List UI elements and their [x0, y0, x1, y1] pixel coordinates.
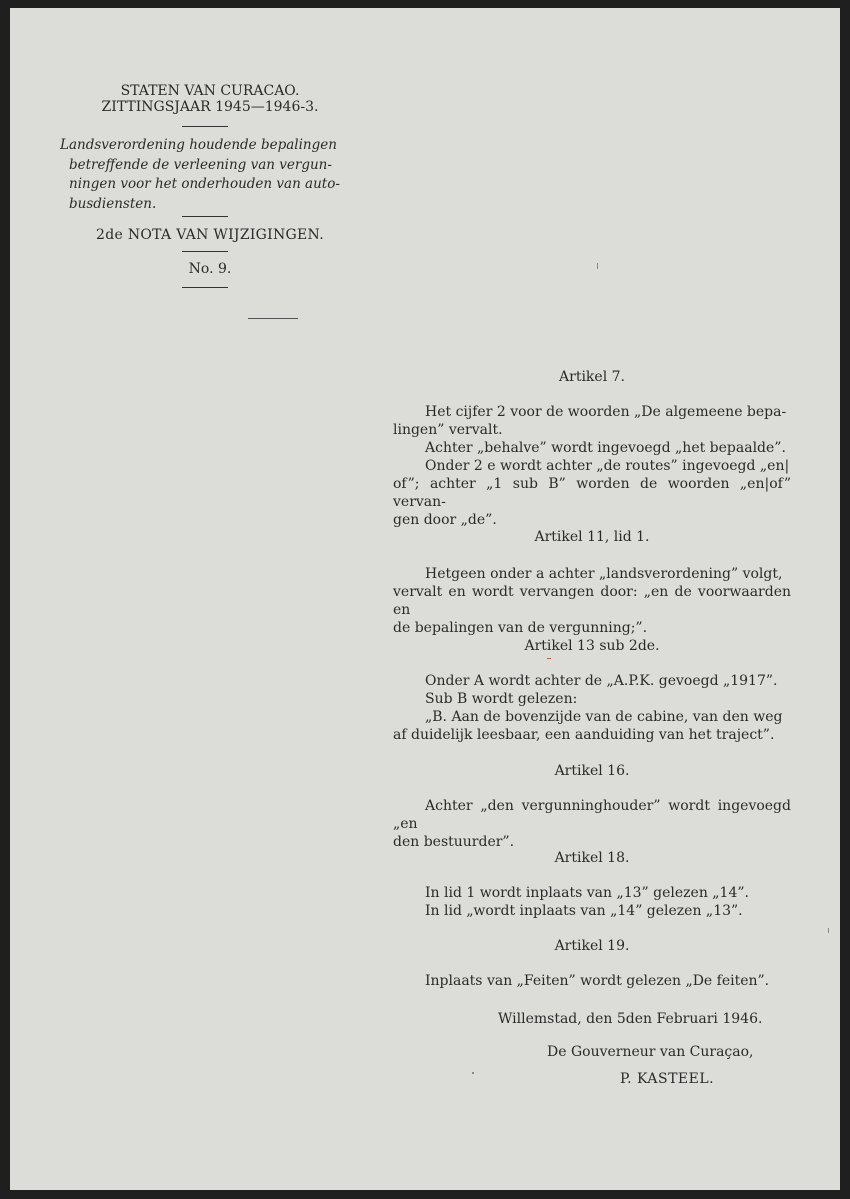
- document-number: No. 9.: [188, 261, 232, 277]
- article-title: Artikel 19.: [554, 938, 630, 954]
- article-text: [393, 403, 791, 529]
- article-text: [393, 565, 791, 637]
- paper-speck: [547, 658, 551, 659]
- text-line: Sub B wordt gelezen:: [425, 691, 578, 707]
- text-line: „B. Aan de bovenzijde van de cabine, van den weg: [425, 709, 783, 725]
- text-line: Inplaats van „Feiten” wordt gelezen „De feiten”.: [425, 973, 770, 989]
- text-line: lingen” vervalt.: [393, 422, 503, 438]
- number-rule: [182, 287, 228, 288]
- subject-block: [60, 136, 360, 214]
- header-session: ZITTINGSJAAR 1945—1946-3.: [101, 99, 319, 115]
- article-title: Artikel 13 sub 2de.: [524, 638, 660, 654]
- article-text: [393, 797, 791, 851]
- text-line: Onder A wordt achter de „A.P.K. gevoegd „1917”.: [425, 673, 778, 689]
- text-line: Onder 2 e wordt achter „de routes” ingevoegd „en|: [425, 458, 790, 474]
- paper-speck: [472, 1072, 474, 1074]
- place-date: Willemstad, den 5den Februari 1946.: [498, 1011, 763, 1027]
- article-title: Artikel 16.: [554, 763, 630, 779]
- paper-speck: [828, 928, 829, 933]
- subject-line: busdiensten.: [69, 195, 157, 212]
- paper-speck: [597, 263, 598, 269]
- subject-line: Landsverordening houdende bepalingen: [60, 137, 337, 153]
- text-line: Hetgeen onder a achter „landsverordening” volgt,: [425, 566, 783, 582]
- text-line: In lid 1 wordt inplaats van „13” gelezen „14”.: [425, 885, 749, 901]
- text-line: Achter „den vergunninghouder” wordt ingevoegd „en: [393, 798, 791, 832]
- subject-rule: [182, 216, 228, 217]
- article-title: Artikel 7.: [559, 369, 625, 385]
- text-line: In lid „wordt inplaats van „14” gelezen „13”.: [425, 903, 743, 919]
- text-line: Achter „behalve” wordt ingevoegd „het bepaalde”.: [425, 440, 786, 456]
- signatory-office: De Gouverneur van Curaçao,: [547, 1044, 754, 1060]
- article-title: Artikel 11, lid 1.: [534, 529, 650, 545]
- text-line: de bepalingen van de vergunning;”.: [393, 620, 648, 636]
- signatory-name: P. KASTEEL.: [620, 1071, 715, 1087]
- text-line: af duidelijk leesbaar, een aanduiding van het traject”.: [393, 727, 775, 743]
- nota-rule: [182, 251, 228, 252]
- header-title: STATEN VAN CURACAO.: [120, 83, 300, 99]
- text-line: gen door „de”.: [393, 512, 497, 528]
- article-title: Artikel 18.: [554, 850, 630, 866]
- article-text: [393, 972, 791, 990]
- article-text: [393, 672, 791, 744]
- document-page: [10, 8, 840, 1190]
- nota-title: 2de NOTA VAN WIJZIGINGEN.: [96, 227, 324, 243]
- subject-line: ningen voor het onderhouden van auto-: [69, 176, 340, 192]
- subject-line: betreffende de verleening van vergun-: [69, 156, 332, 173]
- header-rule: [182, 126, 228, 127]
- text-line: den bestuurder”.: [393, 834, 515, 850]
- decorative-rule: [248, 318, 298, 319]
- text-line: Het cijfer 2 voor de woorden „De algemeene bepa-: [425, 404, 787, 420]
- text-line: of”; achter „1 sub B” worden de woorden „en|of” vervan-: [393, 476, 791, 510]
- article-text: [393, 884, 791, 920]
- text-line: vervalt en wordt vervangen door: „en de voorwaarden en: [393, 584, 791, 618]
